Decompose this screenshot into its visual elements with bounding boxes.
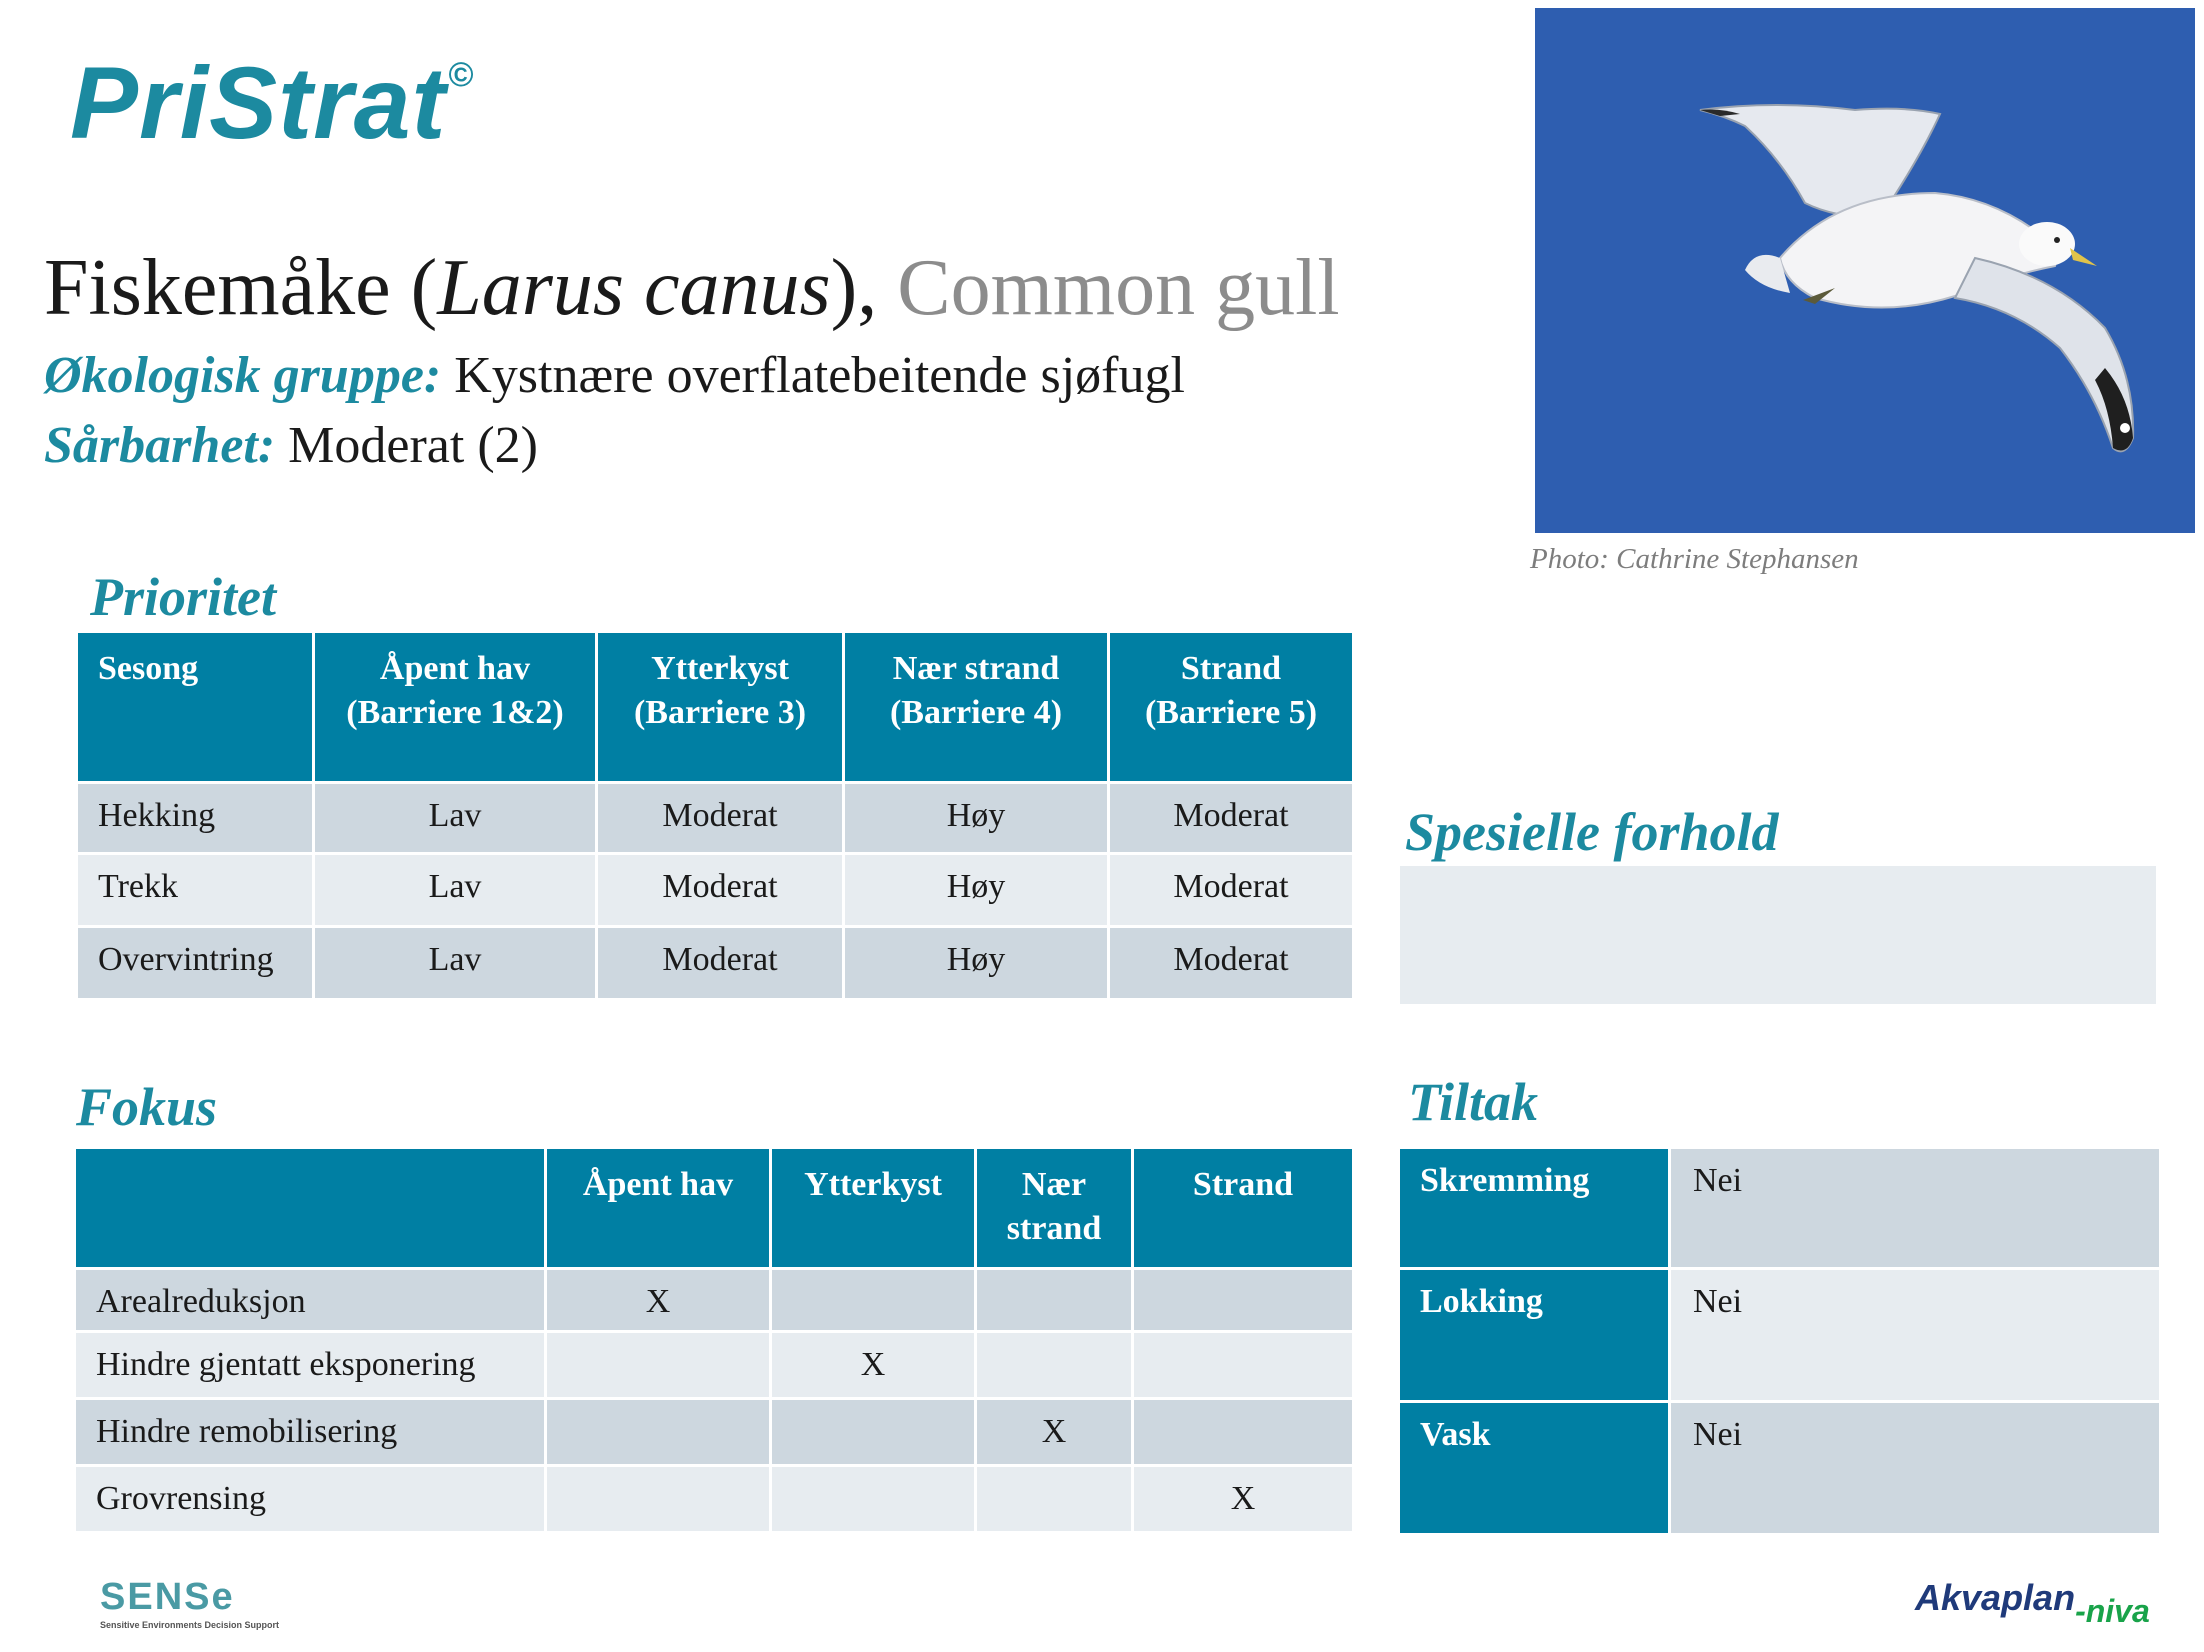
table-cell: X — [1134, 1467, 1352, 1531]
table-cell — [977, 1270, 1131, 1330]
table-cell: Arealreduksjon — [76, 1270, 544, 1330]
table-cell: Lav — [315, 784, 595, 852]
table-cell: Grovrensing — [76, 1467, 544, 1531]
vulnerability-line — [44, 417, 538, 474]
fokus-col-header: Ytterkyst — [772, 1149, 974, 1267]
species-name-en: Common gull — [897, 244, 1340, 332]
table-cell: Hindre gjentatt eksponering — [76, 1333, 544, 1397]
table-cell: Moderat — [1110, 784, 1352, 852]
prioritet-col-header: Ytterkyst (Barriere 3) — [598, 633, 842, 781]
table-cell: Moderat — [598, 784, 842, 852]
table-cell — [977, 1333, 1131, 1397]
tiltak-table — [1397, 1146, 2162, 1536]
table-row — [1400, 1270, 2159, 1400]
table-row — [76, 1270, 1352, 1330]
table-cell: X — [772, 1333, 974, 1397]
table-row — [76, 1467, 1352, 1531]
table-cell: Moderat — [1110, 928, 1352, 998]
table-cell — [1134, 1400, 1352, 1464]
fokus-table — [73, 1146, 1355, 1534]
fokus-col-header — [76, 1149, 544, 1267]
table-cell: Trekk — [78, 855, 312, 925]
table-cell — [547, 1333, 769, 1397]
eco-group-label: Økologisk gruppe: — [44, 347, 442, 404]
table-cell: Lav — [315, 928, 595, 998]
table-cell: Moderat — [1110, 855, 1352, 925]
table-cell: Høy — [845, 855, 1107, 925]
niva-word: -niva — [2075, 1593, 2150, 1629]
tiltak-value: Nei — [1671, 1403, 2159, 1533]
table-row — [1400, 1403, 2159, 1533]
table-cell — [1134, 1333, 1352, 1397]
sense-logo — [100, 1578, 279, 1630]
pristrat-logo — [70, 46, 475, 160]
photo-credit: Photo: Cathrine Stephansen — [1530, 543, 1859, 575]
prioritet-header-row — [78, 633, 1352, 781]
table-row — [76, 1400, 1352, 1464]
spesielle-heading: Spesielle forhold — [1405, 802, 1779, 862]
table-row — [1400, 1149, 2159, 1267]
akvaplan-word: Akvaplan — [1915, 1577, 2076, 1618]
species-name-no: Fiskemåke — [44, 244, 391, 332]
prioritet-col-header: Nær strand (Barriere 4) — [845, 633, 1107, 781]
fokus-heading: Fokus — [76, 1077, 218, 1137]
gull-illustration — [1535, 8, 2195, 533]
tiltak-label: Vask — [1400, 1403, 1668, 1533]
spesielle-box — [1400, 866, 2156, 1004]
tiltak-heading: Tiltak — [1408, 1072, 1538, 1132]
table-cell: Hindre remobilisering — [76, 1400, 544, 1464]
tiltak-value: Nei — [1671, 1149, 2159, 1267]
table-cell — [1134, 1270, 1352, 1330]
table-cell — [772, 1400, 974, 1464]
sense-tagline: Sensitive Environments Decision Support — [100, 1620, 280, 1630]
prioritet-col-header: Sesong — [78, 633, 312, 781]
table-cell — [547, 1467, 769, 1531]
table-cell: Hekking — [78, 784, 312, 852]
fokus-col-header: Strand — [1134, 1149, 1352, 1267]
fokus-col-header: Nær strand — [977, 1149, 1131, 1267]
gull-photo — [1535, 8, 2195, 533]
prioritet-heading: Prioritet — [90, 567, 276, 627]
prioritet-col-header: Strand (Barriere 5) — [1110, 633, 1352, 781]
table-cell — [977, 1467, 1131, 1531]
eco-group-line — [44, 347, 1185, 404]
vulnerability-label: Sårbarhet: — [44, 417, 276, 474]
fokus-col-header: Åpent hav — [547, 1149, 769, 1267]
table-cell: Høy — [845, 784, 1107, 852]
table-row — [78, 928, 1352, 998]
table-row — [78, 784, 1352, 852]
table-row — [78, 855, 1352, 925]
species-latin: Larus canus — [437, 244, 831, 332]
fokus-header-row — [76, 1149, 1352, 1267]
table-row — [76, 1333, 1352, 1397]
eco-group-value: Kystnære overflatebeitende sjøfugl — [454, 347, 1185, 404]
sense-wordmark: SENSe — [100, 1576, 235, 1618]
vulnerability-value: Moderat (2) — [288, 417, 538, 474]
species-title: Fiskemåke (Larus canus), Common gull — [44, 244, 1340, 332]
table-cell: Høy — [845, 928, 1107, 998]
logo-text: PriStrat — [70, 46, 447, 160]
tiltak-label: Skremming — [1400, 1149, 1668, 1267]
table-cell: X — [547, 1270, 769, 1330]
table-cell: Moderat — [598, 855, 842, 925]
prioritet-col-header: Åpent hav (Barriere 1&2) — [315, 633, 595, 781]
table-cell: Overvintring — [78, 928, 312, 998]
table-cell — [772, 1467, 974, 1531]
table-cell — [547, 1400, 769, 1464]
tiltak-value: Nei — [1671, 1270, 2159, 1400]
prioritet-table — [75, 630, 1355, 1001]
tiltak-label: Lokking — [1400, 1270, 1668, 1400]
akvaplan-niva-logo — [1915, 1577, 2150, 1629]
table-cell: X — [977, 1400, 1131, 1464]
copyright-symbol: © — [448, 56, 475, 94]
table-cell: Moderat — [598, 928, 842, 998]
table-cell — [772, 1270, 974, 1330]
table-cell: Lav — [315, 855, 595, 925]
